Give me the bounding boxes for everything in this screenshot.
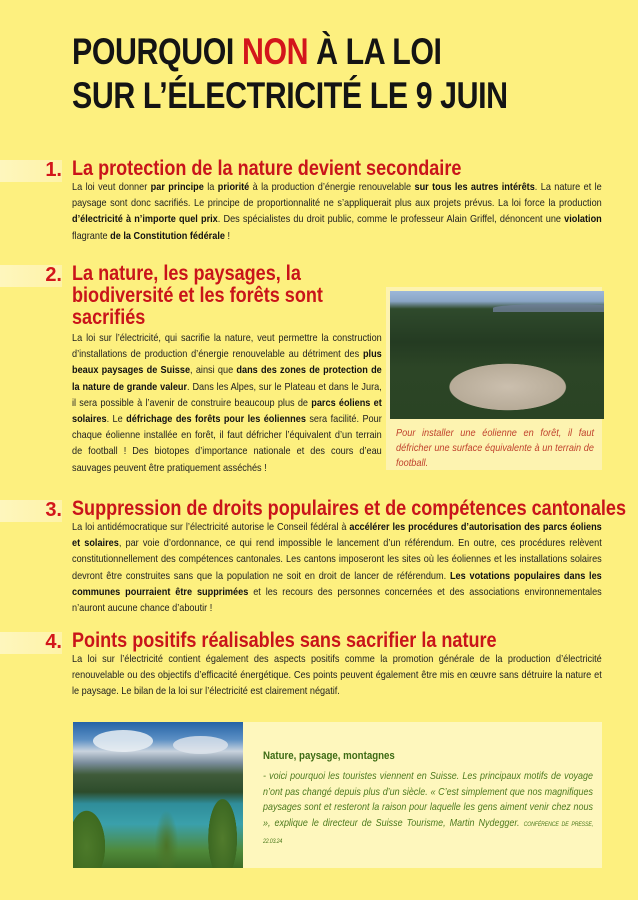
emphasis: violation <box>564 214 602 226</box>
emphasis: parcs éoliens et solaires <box>72 397 382 426</box>
section-number: 1. <box>45 159 62 181</box>
emphasis: Les votations populaires dans les communes pourraient être supprimées <box>72 570 602 598</box>
section-body: La loi sur l’électricité, qui sacrifie la nature, veut permettre la construction d’installations de production d’énergie renouvelable au détriment des plus beaux paysages de Suisse, ainsi que dans des zones de protection de la nature de grande valeur. Dans les Alpes, sur le Plateau et dans le Jura, il sera possible à l’avenir de construire beaucoup plus de parcs éoliens et solaires. Le défrichage des forêts pour les éoliennes sera facilité. Pour chaque éolienne installée en forêt, il faut défricher l’équivalent d’un terrain de football ! Des biotopes d’importance nationale et des cours d’eau sauvages peuvent être pratiquement asséchés ! <box>72 333 382 474</box>
wind-turbine-clearing-figure <box>386 287 602 470</box>
page-title <box>72 30 531 118</box>
emphasis: sur tous les autres intérêts <box>414 182 535 193</box>
section-title: Suppression de droits populaires et de compétences cantonales <box>72 497 626 520</box>
emphasis: priorité <box>217 182 250 193</box>
section-title: La protection de la nature devient secondaire <box>72 157 462 180</box>
photo-caption: Pour installer une éolienne en forêt, il faut défricher une surface équivalente à un terrain de football. <box>396 428 594 469</box>
title-line-2: SUR L’ÉLECTRICITÉ LE 9 JUIN <box>72 75 508 116</box>
section-number: 4. <box>45 631 62 653</box>
section-body: La loi sur l’électricité contient également des aspects positifs comme la promotion générale de la production d’électricité renouvelable ou des objectifs d’efficacité énergétique. Ces points peuvent également être mis en œuvre sans détruire la nature et le paysage. Le bilan de la loi sur l’électricité est clairement négatif. <box>72 654 602 698</box>
section-title: Points positifs réalisables sans sacrifier la nature <box>72 629 497 652</box>
emphasis: accélérer les procédures d’autorisation des parcs éoliens et solaires <box>72 522 602 550</box>
section-number: 3. <box>45 499 62 521</box>
tourism-quote-box <box>73 722 602 868</box>
section-number: 2. <box>45 264 62 286</box>
emphasis: de la Constitution fédérale <box>110 230 225 242</box>
emphasis: par principe <box>150 182 204 193</box>
title-line-1: POURQUOI NON À LA LOI <box>72 31 442 72</box>
quote-body: - voici pourquoi les touristes viennent en Suisse. Les principaux motifs de voyage n’ont pas changé depuis plus d’un siècle. « C’est simplement que nos magnifiques paysages sont et resteront la raison pour laquelle les gens aiment venir chez nous », explique le directeur de Suisse Tourisme, Martin Nydegger. CONFÉRENCE DE PRESSE, 22.03.24 <box>263 771 593 846</box>
quote-source: CONFÉRENCE DE PRESSE, 22.03.24 <box>263 821 593 846</box>
section-body: La loi antidémocratique sur l’électricité autorise le Conseil fédéral à accélérer les procédures d’autorisation des parcs éoliens et solaires, par voie d’ordonnance, ce qui rend impossible le lancement d’un référendum. En outre, ces procédures relèvent constitutionnellement des compétences cantonales. Les cantons imposeront les sites où les éoliennes et les installations solaires devront être construites sans que la population ne soit en droit de lancer de référendum. Les votations populaires dans les communes pourraient être supprimées et les recours des personnes concernées et des associations environnementales n’auront aucune chance d’aboutir ! <box>72 522 602 615</box>
emphasis: dans des zones de protection de la nature de grande valeur <box>72 365 382 393</box>
section-title: La nature, les paysages, la biodiversité et les forêts sont sacrifiés <box>72 262 323 329</box>
emphasis: plus beaux paysages de Suisse <box>72 349 382 377</box>
forest-clearing-photo <box>390 291 604 419</box>
emphasis: défrichage des forêts pour les éoliennes <box>126 414 306 426</box>
section-body: La loi veut donner par principe la priorité à la production d’énergie renouvelable sur tous les autres intérêts. La nature et le paysage sont donc sacrifiés. Le principe de proportionnalité ne s’appliquerait plus aux projets prévus. La loi force la production d’électricité à n’importe quel prix. Des spécialistes du droit public, comme le professeur Alain Griffel, dénoncent une violation flagrante de la Constitution fédérale ! <box>72 182 602 242</box>
quote-title: Nature, paysage, montagnes <box>263 750 395 762</box>
mountain-lake-photo <box>73 722 243 868</box>
emphasis: d’électricité à n’importe quel prix <box>72 214 218 226</box>
title-highlight-non: NON <box>241 31 309 72</box>
